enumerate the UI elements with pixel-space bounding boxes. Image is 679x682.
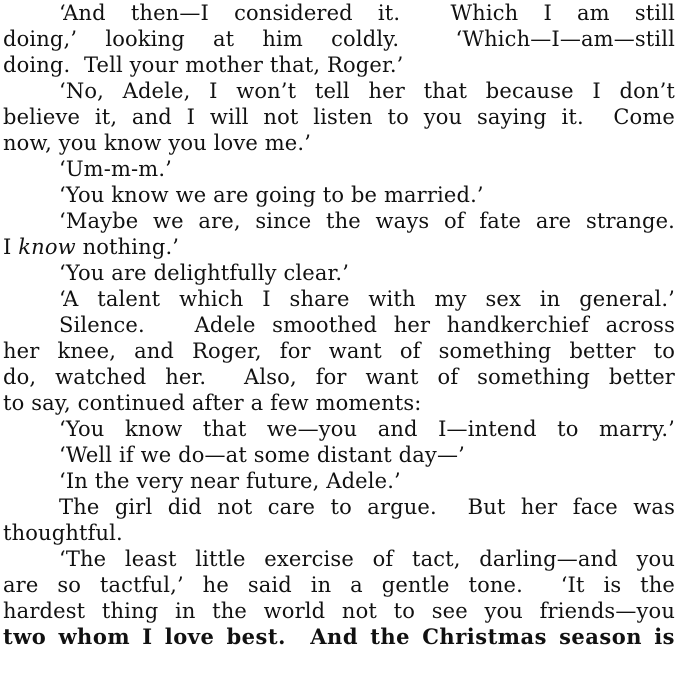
text-line-9: ‘Maybe we are, since the ways of fate are strange.	[59, 209, 675, 233]
text-line-17: ‘You know that we—you and I—intend to marry.’	[59, 417, 675, 441]
text-line-24: hardest thing in the world not to see you friends—you	[3, 599, 675, 623]
text-line-25: two whom I love best. And the Christmas season is	[3, 624, 675, 649]
text-line-8: ‘You know we are going to be married.’	[59, 183, 484, 207]
text-line-21: thoughtful.	[3, 521, 123, 545]
emphasized-word: know	[18, 235, 76, 259]
text-line-1: ‘And then—I considered it. Which I am still	[59, 1, 675, 25]
text-line-12: ‘A talent which I share with my sex in general.’	[59, 287, 675, 311]
text-line-20: The girl did not care to argue. But her face was	[59, 495, 675, 519]
text-line-6: now, you know you love me.’	[3, 131, 312, 155]
text-line-18: ‘Well if we do—at some distant day—’	[59, 443, 465, 467]
text-line-4: ‘No, Adele, I won’t tell her that because I don’t	[59, 79, 675, 103]
text-line-19: ‘In the very near future, Adele.’	[59, 469, 401, 493]
text-line-2: doing,’ looking at him coldly. ‘Which—I—am—still	[3, 27, 675, 51]
text-line-15: do, watched her. Also, for want of something better	[3, 365, 675, 389]
text-line-11: ‘You are delightfully clear.’	[59, 261, 350, 285]
text-line-5: believe it, and I will not listen to you saying it. Come	[3, 105, 675, 129]
text-line-13: Silence. Adele smoothed her handkerchief across	[59, 313, 675, 337]
text-line-10: I know nothing.’	[3, 235, 180, 259]
text-line-3: doing. Tell your mother that, Roger.’	[3, 53, 404, 77]
text-line-14: her knee, and Roger, for want of something better to	[3, 339, 675, 363]
book-page	[3, 0, 675, 682]
text-line-7: ‘Um-m-m.’	[59, 157, 173, 181]
text-line-22: ‘The least little exercise of tact, darling—and you	[59, 547, 675, 571]
text-line-23: are so tactful,’ he said in a gentle tone. ‘It is the	[3, 573, 675, 597]
text-line-16: to say, continued after a few moments:	[3, 391, 422, 415]
